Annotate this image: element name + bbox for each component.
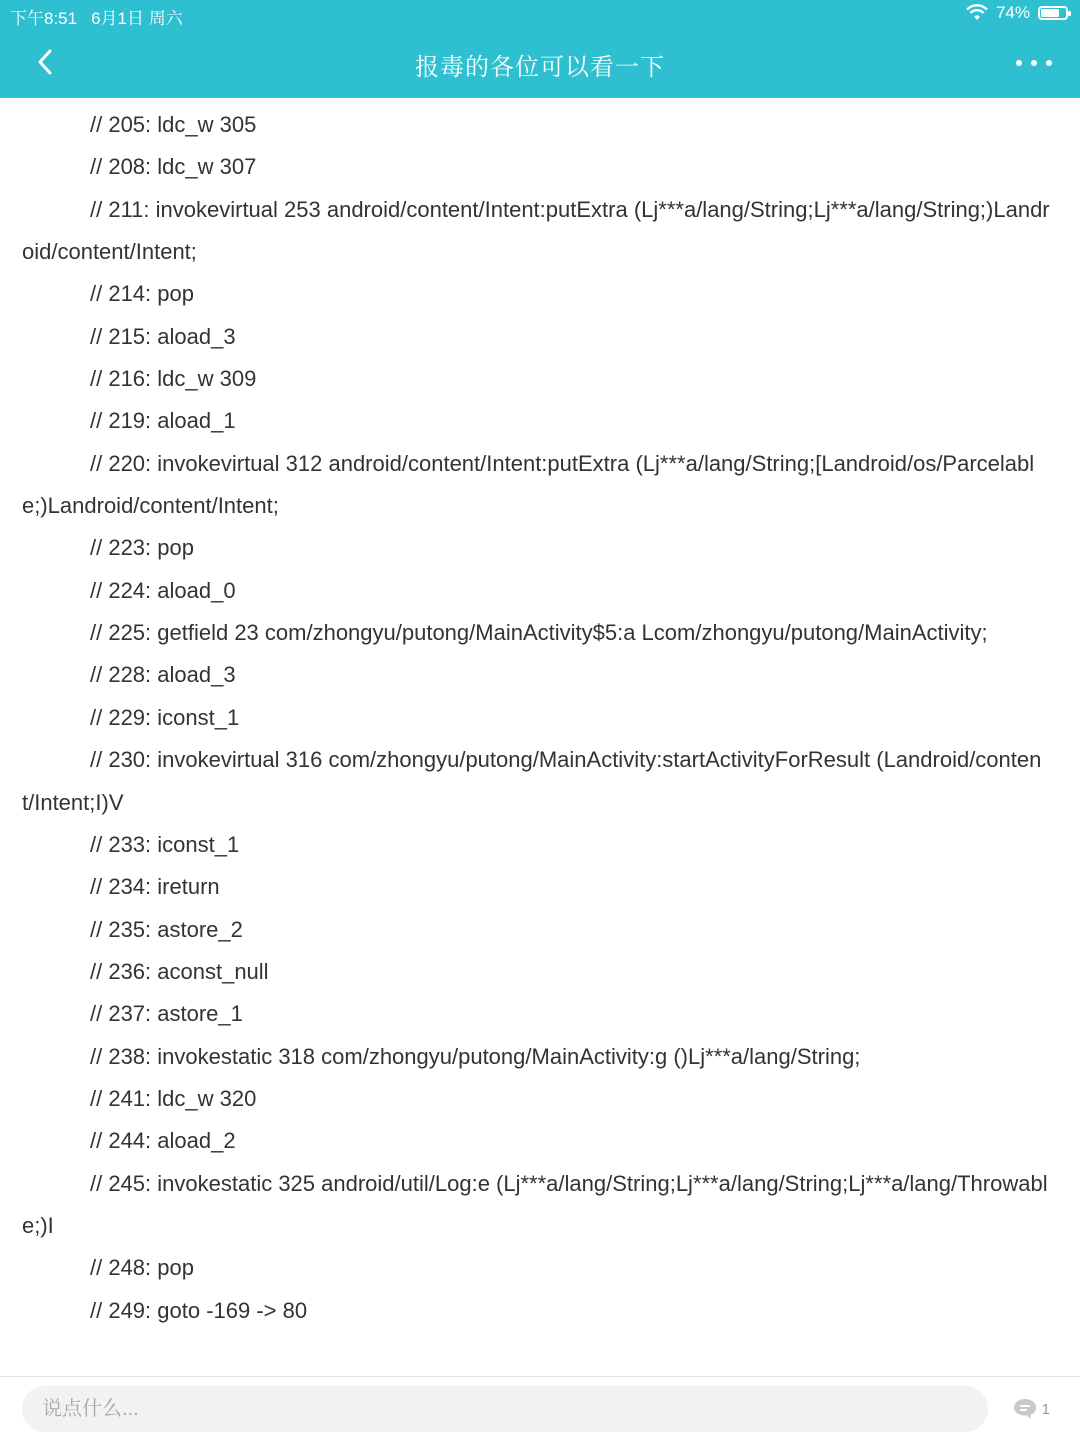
- code-line-text: // 216: ldc_w 309: [90, 366, 257, 392]
- code-line-text: // 235: astore_2: [90, 916, 243, 942]
- code-line-text: // 229: iconst_1: [90, 704, 240, 730]
- code-line-text: // 238: invokestatic 318 com/zhongyu/putong/MainActivity:g ()Lj***a/lang/String;: [90, 1043, 861, 1069]
- comment-bar: [0, 1376, 1080, 1441]
- comment-bubble-icon: [1012, 1397, 1038, 1421]
- code-line-text: // 237: astore_1: [90, 1001, 243, 1027]
- code-line-text: // 249: goto -169 -> 80: [90, 1297, 308, 1323]
- code-line: [0, 358, 1080, 400]
- code-line: [0, 146, 1080, 188]
- dot: [1031, 60, 1037, 66]
- code-line: [0, 443, 1080, 528]
- code-line-text: // 224: aload_0: [90, 577, 236, 603]
- code-line-text: // 225: getfield 23 com/zhongyu/putong/MainActivity$5:a Lcom/zhongyu/putong/MainActivity;: [90, 620, 988, 646]
- code-line: [0, 1163, 1080, 1248]
- battery-icon: [1038, 6, 1068, 20]
- more-dots-icon[interactable]: [1016, 54, 1052, 72]
- page-title: 报毒的各位可以看一下: [415, 54, 665, 81]
- code-line: [0, 570, 1080, 612]
- comment-count: 1: [1041, 1400, 1050, 1418]
- code-line-text: // 211: invokevirtual 253 android/content/Intent:putExtra (Lj***a/lang/String;Lj***a/lang/String;)Landroid/content/Intent;: [22, 196, 1050, 265]
- code-line: [0, 273, 1080, 315]
- code-line-text: // 241: ldc_w 320: [90, 1085, 257, 1111]
- comment-input[interactable]: [22, 1386, 988, 1432]
- code-line-text: // 219: aload_1: [90, 408, 236, 434]
- code-line: [0, 1290, 1080, 1332]
- code-line-text: // 245: invokestatic 325 android/util/Log:e (Lj***a/lang/String;Lj***a/lang/String;Lj***a/lang/Throwable;)I: [22, 1170, 1048, 1238]
- code-line: [0, 612, 1080, 654]
- code-line-text: // 233: iconst_1: [90, 831, 240, 857]
- post-content: [0, 98, 1080, 1376]
- code-line: [0, 824, 1080, 866]
- code-line-text: // 208: ldc_w 307: [90, 154, 257, 180]
- code-line-text: // 248: pop: [90, 1255, 194, 1281]
- code-line: [0, 697, 1080, 739]
- code-line: [0, 654, 1080, 696]
- code-line: [0, 951, 1080, 993]
- code-line: [0, 1247, 1080, 1289]
- code-line: [0, 1120, 1080, 1162]
- code-line: [0, 316, 1080, 358]
- code-line: [0, 104, 1080, 146]
- code-line-text: // 244: aload_2: [90, 1128, 236, 1154]
- code-line-text: // 205: ldc_w 305: [90, 112, 257, 137]
- code-line-text: // 214: pop: [90, 281, 194, 307]
- status-bar: [0, 0, 1080, 30]
- code-line: [0, 400, 1080, 442]
- code-line: [0, 527, 1080, 569]
- code-line: [0, 739, 1080, 824]
- top-header: [0, 0, 1080, 98]
- battery-tip: [1068, 11, 1071, 16]
- code-line: [0, 1078, 1080, 1120]
- code-line: [0, 1036, 1080, 1078]
- code-line: [0, 993, 1080, 1035]
- dot: [1046, 60, 1052, 66]
- code-line-text: // 230: invokevirtual 316 com/zhongyu/putong/MainActivity:startActivityForResult (Landroid/content/Intent;I)V: [22, 747, 1042, 815]
- code-line-text: // 223: pop: [90, 535, 194, 561]
- status-date: 6月1日 周六: [91, 9, 183, 28]
- code-lines: [0, 98, 1080, 1332]
- dot: [1016, 60, 1022, 66]
- code-line: [0, 189, 1080, 274]
- code-line-text: // 228: aload_3: [90, 662, 236, 688]
- battery-percent: 74%: [995, 3, 1030, 22]
- code-line: [0, 909, 1080, 951]
- wifi-icon: [966, 4, 988, 22]
- nav-bar: [0, 30, 1080, 98]
- battery-level: [1041, 9, 1059, 17]
- code-line-text: // 234: ireturn: [90, 874, 220, 900]
- code-line-text: // 215: aload_3: [90, 323, 236, 349]
- code-line: [0, 866, 1080, 908]
- comment-count-button[interactable]: [1012, 1397, 1050, 1421]
- code-line-text: // 236: aconst_null: [90, 958, 269, 984]
- status-time: 下午8:51: [10, 9, 78, 28]
- code-line-text: // 220: invokevirtual 312 android/content/Intent:putExtra (Lj***a/lang/String;[Landroid/os/Parcelable;)Landroid/content/Intent;: [22, 450, 1035, 519]
